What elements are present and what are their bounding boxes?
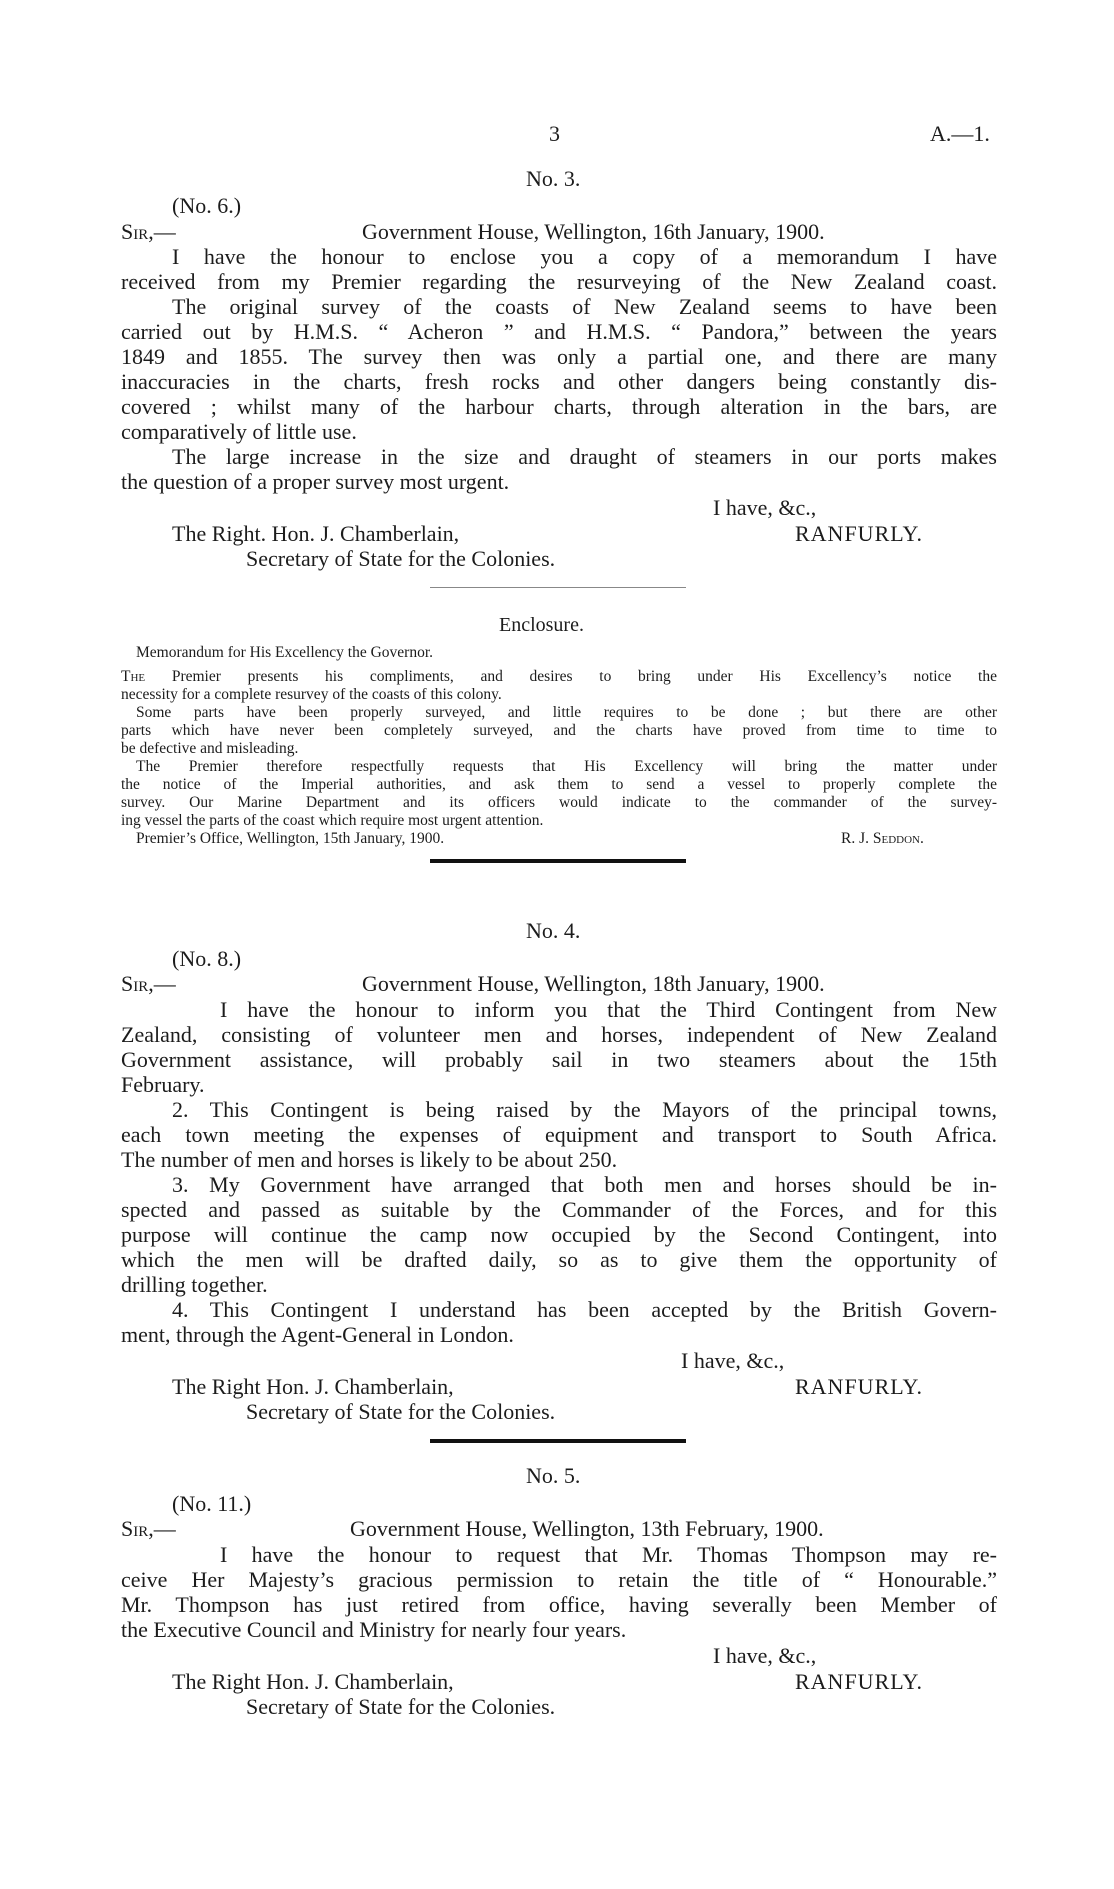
letter-4-addressee-title: Secretary of State for the Colonies. bbox=[246, 1399, 556, 1424]
enclosure-line: survey. Our Marine Department and its officers would indicate to the commander of the survey- bbox=[121, 794, 997, 811]
letter-4-closing: I have, &c., bbox=[681, 1348, 785, 1373]
letter-4-line: spected and passed as suitable by the Commander of the Forces, and for this bbox=[121, 1197, 997, 1222]
letter-3-line: The large increase in the size and draught of steamers in our ports makes bbox=[172, 444, 997, 469]
letter-4-signature: RANFURLY. bbox=[795, 1374, 924, 1399]
letter-5-line: ceive Her Majesty’s gracious permission to retain the title of “ Honourable.” bbox=[121, 1567, 997, 1592]
letter-3-line: comparatively of little use. bbox=[121, 419, 357, 444]
enclosure-line: the notice of the Imperial authorities, and ask them to send a vessel to properly complete the bbox=[121, 776, 997, 793]
letter-5-line: the Executive Council and Ministry for nearly four years. bbox=[121, 1617, 627, 1642]
letter-3-line: received from my Premier regarding the resurveying of the New Zealand coast. bbox=[121, 269, 997, 294]
page-number: 3 bbox=[549, 121, 560, 146]
enclosure-place-date: Premier’s Office, Wellington, 15th January, 1900. bbox=[136, 830, 445, 847]
letter-4-number: (No. 8.) bbox=[172, 946, 242, 971]
enclosure-line: parts which have never been completely surveyed, and the charts have proved from time to time to bbox=[121, 722, 997, 739]
letter-5-signature: RANFURLY. bbox=[795, 1669, 924, 1694]
letter-3-line: I have the honour to enclose you a copy of a memorandum I have bbox=[172, 244, 997, 269]
letter-5-dateline: Government House, Wellington, 13th February, 1900. bbox=[350, 1516, 824, 1541]
letter-4-line: I have the honour to inform you that the Third Contingent from New bbox=[220, 997, 997, 1022]
letter-4-line: The number of men and horses is likely to be about 250. bbox=[121, 1147, 618, 1172]
letter-4-line: Zealand, consisting of volunteer men and horses, independent of New Zealand bbox=[121, 1022, 997, 1047]
section-divider-thick bbox=[430, 859, 686, 863]
enclosure-signature: R. J. Seddon. bbox=[841, 830, 924, 847]
letter-3-line: the question of a proper survey most urgent. bbox=[121, 469, 510, 494]
letter-4-line: 3. My Government have arranged that both men and horses should be in- bbox=[172, 1172, 997, 1197]
enclosure-lead-word: The bbox=[121, 668, 146, 685]
letter-3-salutation: Sir,— bbox=[121, 219, 176, 244]
letter-3-number: (No. 6.) bbox=[172, 193, 242, 218]
enclosure-line: ing vessel the parts of the coast which require most urgent attention. bbox=[121, 812, 544, 829]
enclosure-line: necessity for a complete resurvey of the coasts of this colony. bbox=[121, 686, 502, 703]
letter-3-addressee-title: Secretary of State for the Colonies. bbox=[246, 546, 556, 571]
section-divider bbox=[430, 587, 686, 588]
letter-3-signature: RANFURLY. bbox=[795, 521, 924, 546]
enclosure-line: Some parts have been properly surveyed, and little requires to be done ; but there are other bbox=[136, 704, 997, 721]
letter-5-closing: I have, &c., bbox=[713, 1643, 817, 1668]
enclosure-line: The Premier therefore respectfully requests that His Excellency will bring the matter under bbox=[136, 758, 997, 775]
letter-4-line: February. bbox=[121, 1072, 205, 1097]
letter-4-line: Government assistance, will probably sail in two steamers about the 15th bbox=[121, 1047, 997, 1072]
enclosure-line: be defective and misleading. bbox=[121, 740, 299, 757]
letter-4-line: drilling together. bbox=[121, 1272, 268, 1297]
letter-5-salutation: Sir,— bbox=[121, 1516, 176, 1541]
letter-4-salutation: Sir,— bbox=[121, 971, 176, 996]
enclosure-subheading: Memorandum for His Excellency the Governor. bbox=[136, 644, 433, 661]
letter-3-line: 1849 and 1855. The survey then was only a partial one, and there are many bbox=[121, 344, 997, 369]
letter-5-number: (No. 11.) bbox=[172, 1491, 252, 1516]
letter-3-addressee: The Right. Hon. J. Chamberlain, bbox=[172, 521, 460, 546]
letter-5-addressee: The Right Hon. J. Chamberlain, bbox=[172, 1669, 454, 1694]
letter-3-heading: No. 3. bbox=[526, 166, 581, 191]
letter-3-line: covered ; whilst many of the harbour charts, through alteration in the bars, are bbox=[121, 394, 997, 419]
letter-3-line: carried out by H.M.S. “ Acheron ” and H.M.S. “ Pandora,” between the years bbox=[121, 319, 997, 344]
letter-5-heading: No. 5. bbox=[526, 1463, 581, 1488]
letter-4-line: 2. This Contingent is being raised by the Mayors of the principal towns, bbox=[172, 1097, 997, 1122]
letter-3-dateline: Government House, Wellington, 16th January, 1900. bbox=[362, 219, 825, 244]
document-reference: A.—1. bbox=[930, 121, 990, 146]
letter-4-line: which the men will be drafted daily, so as to give them the opportunity of bbox=[121, 1247, 997, 1272]
letter-4-dateline: Government House, Wellington, 18th January, 1900. bbox=[362, 971, 825, 996]
letter-3-closing: I have, &c., bbox=[713, 495, 817, 520]
letter-4-line: ment, through the Agent-General in London. bbox=[121, 1322, 514, 1347]
section-divider-thick bbox=[430, 1439, 686, 1443]
enclosure-line: The Premier presents his compliments, and desires to bring under His Excellency’s notice the bbox=[121, 668, 997, 685]
letter-3-line: inaccuracies in the charts, fresh rocks and other dangers being constantly dis- bbox=[121, 369, 997, 394]
letter-5-line: I have the honour to request that Mr. Thomas Thompson may re- bbox=[220, 1542, 997, 1567]
letter-4-addressee: The Right Hon. J. Chamberlain, bbox=[172, 1374, 454, 1399]
letter-4-line: 4. This Contingent I understand has been accepted by the British Govern- bbox=[172, 1297, 997, 1322]
letter-4-heading: No. 4. bbox=[526, 918, 581, 943]
letter-3-line: The original survey of the coasts of New Zealand seems to have been bbox=[172, 294, 997, 319]
letter-4-line: each town meeting the expenses of equipment and transport to South Africa. bbox=[121, 1122, 997, 1147]
letter-4-line: purpose will continue the camp now occupied by the Second Contingent, into bbox=[121, 1222, 997, 1247]
letter-5-line: Mr. Thompson has just retired from office, having severally been Member of bbox=[121, 1592, 997, 1617]
letter-5-addressee-title: Secretary of State for the Colonies. bbox=[246, 1694, 556, 1719]
enclosure-heading: Enclosure. bbox=[499, 614, 584, 636]
